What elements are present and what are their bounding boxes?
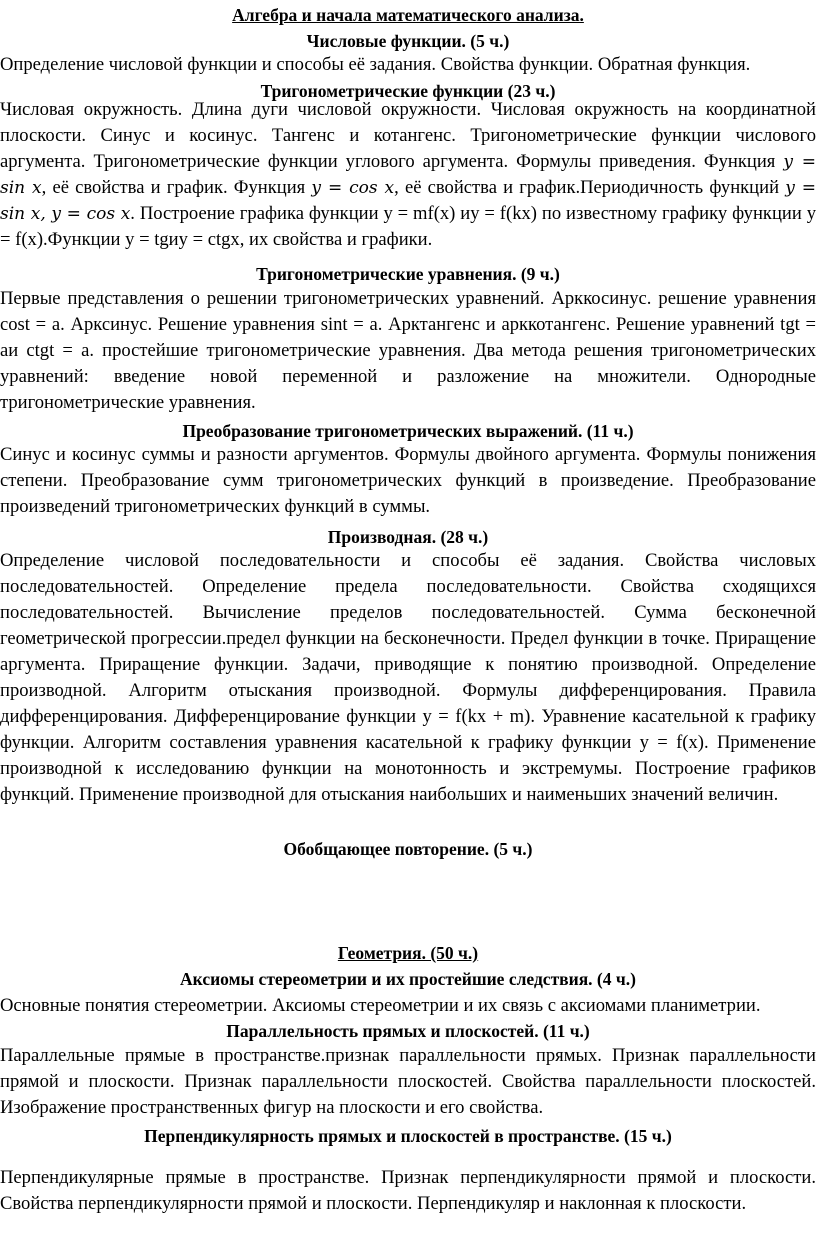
section-heading-derivative: Производная. (28 ч.) — [327, 527, 489, 547]
geometry-title: Геометрия. (50 ч.) — [337, 943, 479, 963]
section-heading-parallelism: Параллельность прямых и плоскостей. (11 ч.) — [226, 1021, 590, 1041]
text-part-4: . Построение графика функции y = mf(x) иy = f(kx) по известному графику функции y = f(x).Функции y = tgиy = ctgx, их свойства и графики. — [0, 203, 816, 250]
section-text-trig-transform: Синус и косинус суммы и разности аргументов. Формулы двойного аргумента. Формулы понижения степени. Преобразование сумм тригонометрических функций в произведение. Преобразование произведений тригонометрических функций в суммы. — [0, 444, 816, 517]
formula-sin-cos: y = sin x, y = cos x — [0, 178, 816, 224]
formula-sin: y = sin x — [0, 152, 816, 198]
section-heading-axioms: Аксиомы стереометрии и их простейшие следствия. (4 ч.) — [180, 969, 636, 989]
algebra-title: Алгебра и начала математического анализа. — [232, 5, 584, 25]
section-text-parallelism: Параллельные прямые в пространстве.признак параллельности прямых. Признак параллельности прямой и плоскости. Признак параллельности плоскостей. Свойства параллельности плоскостей. Изображение пространственных фигур на плоскости и его свойства. — [0, 1045, 816, 1118]
section-heading-trig-equations: Тригонометрические уравнения. (9 ч.) — [256, 264, 560, 284]
section-text-numeric-functions: Определение числовой функции и способы её задания. Свойства функции. Обратная функция. — [0, 54, 751, 75]
text-part-3: , её свойства и график.Периодичность функций — [394, 177, 780, 198]
section-heading-perpendicularity: Перпендикулярность прямых и плоскостей в пространстве. (15 ч.) — [144, 1126, 672, 1146]
section-heading-trig-functions: Тригонометрические функции (23 ч.) — [260, 81, 556, 101]
section-heading-trig-transform: Преобразование тригонометрических выражений. (11 ч.) — [182, 421, 634, 441]
section-text-derivative: Определение числовой последовательности и способы её задания. Свойства числовых последовательностей. Определение предела последовательности. Свойства сходящихся последовательностей. Вычисление пределов последовательностей. Сумма бесконечной геометрической прогрессии.предел функции на бесконечности. Предел функции в точке. Приращение аргумента. Приращение функции. Задачи, приводящие к понятию производной. Определение производной. Алгоритм отыскания производной. Формулы дифференцирования. Правила дифференцирования. Дифференцирование функции y = f(kx + m). Уравнение касательной к графику функции. Алгоритм составления уравнения касательной к графику функции y = f(x). Применение производной к исследованию функции на монотонность и экстремумы. Построение графиков функций. Применение производной для отыскания наибольших и наименьших значений величин. — [0, 550, 816, 805]
section-text-axioms: Основные понятия стереометрии. Аксиомы стереометрии и их связь с аксиомами планиметрии. — [0, 995, 761, 1016]
section-text-trig-equations: Первые представления о решении тригонометрических уравнений. Арккосинус. решение уравнения cost = a. Арксинус. Решение уравнения sint = a. Арктангенс и арккотангенс. Решение уравнений tgt = aи ctgt = a. простейшие тригонометрические уравнения. Два метода решения тригонометрических уравнений: введение новой переменной и разложение на множители. Однородные тригонометрические уравнения. — [0, 288, 816, 413]
section-text-perpendicularity: Перпендикулярные прямые в пространстве. Признак перпендикулярности прямой и плоскости. Свойства перпендикулярности прямой и плоскости. Перпендикуляр и наклонная к плоскости. — [0, 1167, 816, 1214]
section-heading-review: Обобщающее повторение. (5 ч.) — [283, 839, 533, 859]
section-text-trig-functions — [0, 97, 816, 253]
text-part-1: Числовая окружность. Длина дуги числовой окружности. Числовая окружность на координатной плоскости. Синус и косинус. Тангенс и котангенс. Тригонометрические функции числового аргумента. Тригонометрические функции углового аргумента. Формулы приведения. Функция — [0, 99, 816, 172]
text-part-2: , её свойства и график. Функция — [41, 177, 306, 198]
section-heading-numeric-functions: Числовые функции. (5 ч.) — [306, 31, 510, 51]
formula-cos: y = cos x — [311, 178, 395, 198]
